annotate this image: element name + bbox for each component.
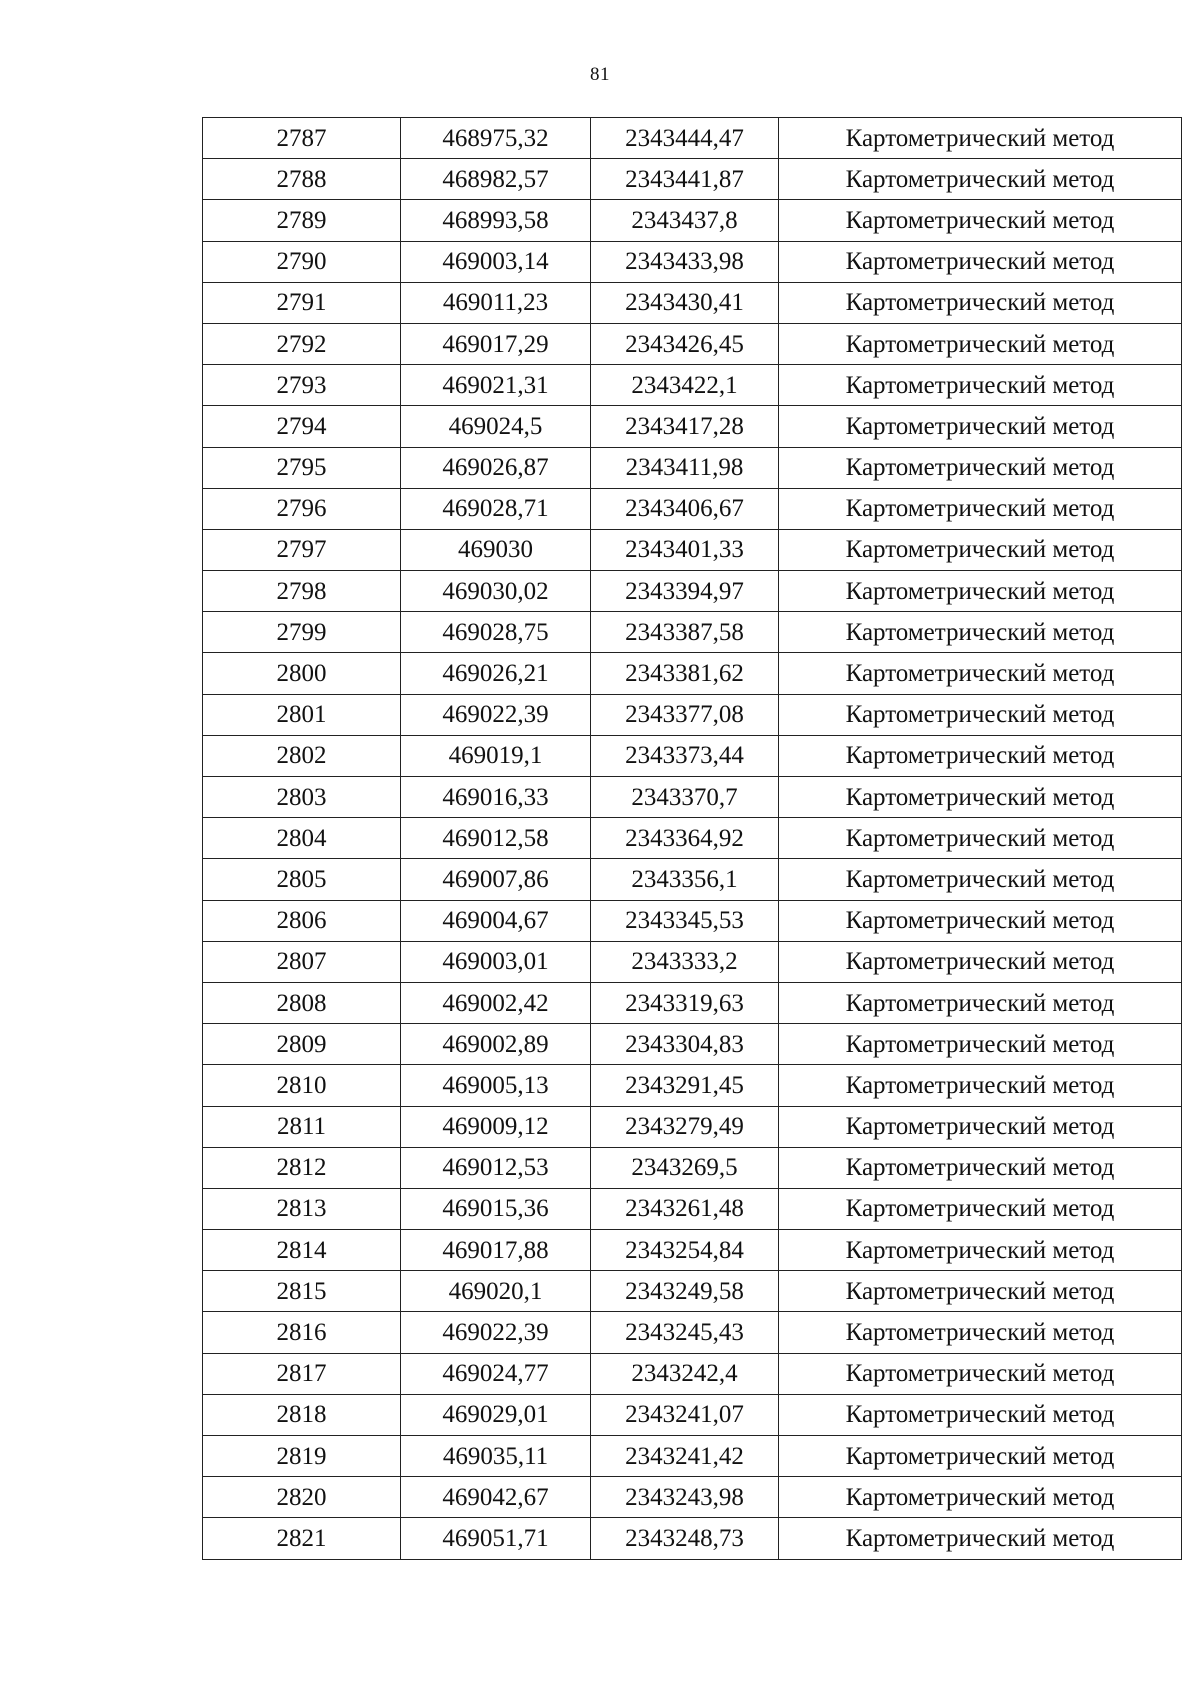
x-coordinate-cell: 469042,67 bbox=[401, 1477, 591, 1518]
x-coordinate-cell: 469016,33 bbox=[401, 777, 591, 818]
table-row bbox=[203, 653, 1182, 694]
table-row bbox=[203, 447, 1182, 488]
point-number-cell: 2790 bbox=[203, 241, 401, 282]
point-number-cell: 2808 bbox=[203, 982, 401, 1023]
x-coordinate-cell: 469007,86 bbox=[401, 859, 591, 900]
y-coordinate-cell: 2343417,28 bbox=[591, 406, 779, 447]
method-cell: Картометрический метод bbox=[779, 777, 1182, 818]
point-number-cell: 2795 bbox=[203, 447, 401, 488]
x-coordinate-cell: 469022,39 bbox=[401, 694, 591, 735]
x-coordinate-cell: 469004,67 bbox=[401, 900, 591, 941]
method-cell: Картометрический метод bbox=[779, 159, 1182, 200]
y-coordinate-cell: 2343426,45 bbox=[591, 323, 779, 364]
table-row bbox=[203, 1024, 1182, 1065]
x-coordinate-cell: 469011,23 bbox=[401, 282, 591, 323]
y-coordinate-cell: 2343373,44 bbox=[591, 735, 779, 776]
x-coordinate-cell: 469019,1 bbox=[401, 735, 591, 776]
y-coordinate-cell: 2343411,98 bbox=[591, 447, 779, 488]
x-coordinate-cell: 469026,21 bbox=[401, 653, 591, 694]
point-number-cell: 2793 bbox=[203, 365, 401, 406]
method-cell: Картометрический метод bbox=[779, 365, 1182, 406]
x-coordinate-cell: 468975,32 bbox=[401, 118, 591, 159]
point-number-cell: 2787 bbox=[203, 118, 401, 159]
x-coordinate-cell: 469024,77 bbox=[401, 1353, 591, 1394]
table-row bbox=[203, 406, 1182, 447]
y-coordinate-cell: 2343333,2 bbox=[591, 941, 779, 982]
x-coordinate-cell: 469035,11 bbox=[401, 1436, 591, 1477]
method-cell: Картометрический метод bbox=[779, 200, 1182, 241]
method-cell: Картометрический метод bbox=[779, 818, 1182, 859]
point-number-cell: 2800 bbox=[203, 653, 401, 694]
table-row bbox=[203, 1106, 1182, 1147]
y-coordinate-cell: 2343291,45 bbox=[591, 1065, 779, 1106]
table-row bbox=[203, 859, 1182, 900]
y-coordinate-cell: 2343241,07 bbox=[591, 1394, 779, 1435]
y-coordinate-cell: 2343364,92 bbox=[591, 818, 779, 859]
y-coordinate-cell: 2343319,63 bbox=[591, 982, 779, 1023]
table-row bbox=[203, 1477, 1182, 1518]
table-row bbox=[203, 571, 1182, 612]
point-number-cell: 2804 bbox=[203, 818, 401, 859]
table-row bbox=[203, 118, 1182, 159]
table-row bbox=[203, 488, 1182, 529]
y-coordinate-cell: 2343437,8 bbox=[591, 200, 779, 241]
point-number-cell: 2801 bbox=[203, 694, 401, 735]
y-coordinate-cell: 2343441,87 bbox=[591, 159, 779, 200]
x-coordinate-cell: 469003,14 bbox=[401, 241, 591, 282]
table-row bbox=[203, 1394, 1182, 1435]
method-cell: Картометрический метод bbox=[779, 1394, 1182, 1435]
table-row bbox=[203, 1230, 1182, 1271]
y-coordinate-cell: 2343422,1 bbox=[591, 365, 779, 406]
y-coordinate-cell: 2343304,83 bbox=[591, 1024, 779, 1065]
method-cell: Картометрический метод bbox=[779, 241, 1182, 282]
y-coordinate-cell: 2343370,7 bbox=[591, 777, 779, 818]
y-coordinate-cell: 2343248,73 bbox=[591, 1518, 779, 1559]
x-coordinate-cell: 469024,5 bbox=[401, 406, 591, 447]
method-cell: Картометрический метод bbox=[779, 612, 1182, 653]
table-row bbox=[203, 241, 1182, 282]
y-coordinate-cell: 2343249,58 bbox=[591, 1271, 779, 1312]
point-number-cell: 2803 bbox=[203, 777, 401, 818]
x-coordinate-cell: 469022,39 bbox=[401, 1312, 591, 1353]
method-cell: Картометрический метод bbox=[779, 1353, 1182, 1394]
point-number-cell: 2815 bbox=[203, 1271, 401, 1312]
y-coordinate-cell: 2343387,58 bbox=[591, 612, 779, 653]
y-coordinate-cell: 2343345,53 bbox=[591, 900, 779, 941]
coordinates-table-body bbox=[203, 118, 1182, 1560]
table-row bbox=[203, 1188, 1182, 1229]
x-coordinate-cell: 469015,36 bbox=[401, 1188, 591, 1229]
x-coordinate-cell: 469002,89 bbox=[401, 1024, 591, 1065]
method-cell: Картометрический метод bbox=[779, 118, 1182, 159]
point-number-cell: 2796 bbox=[203, 488, 401, 529]
method-cell: Картометрический метод bbox=[779, 1477, 1182, 1518]
table-row bbox=[203, 900, 1182, 941]
point-number-cell: 2788 bbox=[203, 159, 401, 200]
method-cell: Картометрический метод bbox=[779, 735, 1182, 776]
y-coordinate-cell: 2343254,84 bbox=[591, 1230, 779, 1271]
point-number-cell: 2819 bbox=[203, 1436, 401, 1477]
point-number-cell: 2809 bbox=[203, 1024, 401, 1065]
method-cell: Картометрический метод bbox=[779, 1271, 1182, 1312]
point-number-cell: 2792 bbox=[203, 323, 401, 364]
point-number-cell: 2810 bbox=[203, 1065, 401, 1106]
method-cell: Картометрический метод bbox=[779, 859, 1182, 900]
method-cell: Картометрический метод bbox=[779, 982, 1182, 1023]
table-row bbox=[203, 694, 1182, 735]
y-coordinate-cell: 2343377,08 bbox=[591, 694, 779, 735]
table-row bbox=[203, 1436, 1182, 1477]
x-coordinate-cell: 469017,29 bbox=[401, 323, 591, 364]
x-coordinate-cell: 469028,75 bbox=[401, 612, 591, 653]
point-number-cell: 2799 bbox=[203, 612, 401, 653]
point-number-cell: 2798 bbox=[203, 571, 401, 612]
table-row bbox=[203, 612, 1182, 653]
table-row bbox=[203, 1353, 1182, 1394]
x-coordinate-cell: 469009,12 bbox=[401, 1106, 591, 1147]
table-row bbox=[203, 1518, 1182, 1559]
method-cell: Картометрический метод bbox=[779, 282, 1182, 323]
method-cell: Картометрический метод bbox=[779, 1147, 1182, 1188]
x-coordinate-cell: 469021,31 bbox=[401, 365, 591, 406]
x-coordinate-cell: 469012,53 bbox=[401, 1147, 591, 1188]
x-coordinate-cell: 469017,88 bbox=[401, 1230, 591, 1271]
y-coordinate-cell: 2343406,67 bbox=[591, 488, 779, 529]
table-row bbox=[203, 941, 1182, 982]
table-row bbox=[203, 282, 1182, 323]
point-number-cell: 2821 bbox=[203, 1518, 401, 1559]
method-cell: Картометрический метод bbox=[779, 1024, 1182, 1065]
point-number-cell: 2818 bbox=[203, 1394, 401, 1435]
x-coordinate-cell: 469030 bbox=[401, 529, 591, 570]
method-cell: Картометрический метод bbox=[779, 1106, 1182, 1147]
method-cell: Картометрический метод bbox=[779, 1312, 1182, 1353]
point-number-cell: 2817 bbox=[203, 1353, 401, 1394]
table-row bbox=[203, 323, 1182, 364]
table-row bbox=[203, 1312, 1182, 1353]
y-coordinate-cell: 2343241,42 bbox=[591, 1436, 779, 1477]
y-coordinate-cell: 2343394,97 bbox=[591, 571, 779, 612]
x-coordinate-cell: 468982,57 bbox=[401, 159, 591, 200]
y-coordinate-cell: 2343381,62 bbox=[591, 653, 779, 694]
x-coordinate-cell: 469026,87 bbox=[401, 447, 591, 488]
method-cell: Картометрический метод bbox=[779, 529, 1182, 570]
point-number-cell: 2794 bbox=[203, 406, 401, 447]
point-number-cell: 2805 bbox=[203, 859, 401, 900]
y-coordinate-cell: 2343242,4 bbox=[591, 1353, 779, 1394]
method-cell: Картометрический метод bbox=[779, 406, 1182, 447]
table-row bbox=[203, 735, 1182, 776]
point-number-cell: 2813 bbox=[203, 1188, 401, 1229]
point-number-cell: 2791 bbox=[203, 282, 401, 323]
table-row bbox=[203, 1271, 1182, 1312]
y-coordinate-cell: 2343245,43 bbox=[591, 1312, 779, 1353]
table-row bbox=[203, 777, 1182, 818]
y-coordinate-cell: 2343444,47 bbox=[591, 118, 779, 159]
point-number-cell: 2814 bbox=[203, 1230, 401, 1271]
point-number-cell: 2806 bbox=[203, 900, 401, 941]
table-row bbox=[203, 200, 1182, 241]
table-row bbox=[203, 159, 1182, 200]
method-cell: Картометрический метод bbox=[779, 447, 1182, 488]
method-cell: Картометрический метод bbox=[779, 941, 1182, 982]
y-coordinate-cell: 2343279,49 bbox=[591, 1106, 779, 1147]
method-cell: Картометрический метод bbox=[779, 488, 1182, 529]
method-cell: Картометрический метод bbox=[779, 571, 1182, 612]
point-number-cell: 2797 bbox=[203, 529, 401, 570]
x-coordinate-cell: 469051,71 bbox=[401, 1518, 591, 1559]
method-cell: Картометрический метод bbox=[779, 1230, 1182, 1271]
coordinates-table bbox=[202, 117, 1182, 1560]
method-cell: Картометрический метод bbox=[779, 694, 1182, 735]
method-cell: Картометрический метод bbox=[779, 1188, 1182, 1229]
point-number-cell: 2820 bbox=[203, 1477, 401, 1518]
point-number-cell: 2789 bbox=[203, 200, 401, 241]
y-coordinate-cell: 2343243,98 bbox=[591, 1477, 779, 1518]
table-row bbox=[203, 529, 1182, 570]
method-cell: Картометрический метод bbox=[779, 1518, 1182, 1559]
point-number-cell: 2812 bbox=[203, 1147, 401, 1188]
table-row bbox=[203, 365, 1182, 406]
x-coordinate-cell: 469029,01 bbox=[401, 1394, 591, 1435]
y-coordinate-cell: 2343261,48 bbox=[591, 1188, 779, 1229]
x-coordinate-cell: 468993,58 bbox=[401, 200, 591, 241]
point-number-cell: 2802 bbox=[203, 735, 401, 776]
page-number: 81 bbox=[590, 64, 610, 85]
x-coordinate-cell: 469002,42 bbox=[401, 982, 591, 1023]
table-row bbox=[203, 818, 1182, 859]
table-row bbox=[203, 1065, 1182, 1106]
point-number-cell: 2811 bbox=[203, 1106, 401, 1147]
method-cell: Картометрический метод bbox=[779, 1436, 1182, 1477]
method-cell: Картометрический метод bbox=[779, 323, 1182, 364]
x-coordinate-cell: 469020,1 bbox=[401, 1271, 591, 1312]
table-row bbox=[203, 1147, 1182, 1188]
x-coordinate-cell: 469012,58 bbox=[401, 818, 591, 859]
x-coordinate-cell: 469028,71 bbox=[401, 488, 591, 529]
y-coordinate-cell: 2343269,5 bbox=[591, 1147, 779, 1188]
method-cell: Картометрический метод bbox=[779, 1065, 1182, 1106]
y-coordinate-cell: 2343430,41 bbox=[591, 282, 779, 323]
point-number-cell: 2816 bbox=[203, 1312, 401, 1353]
x-coordinate-cell: 469030,02 bbox=[401, 571, 591, 612]
x-coordinate-cell: 469005,13 bbox=[401, 1065, 591, 1106]
y-coordinate-cell: 2343433,98 bbox=[591, 241, 779, 282]
method-cell: Картометрический метод bbox=[779, 900, 1182, 941]
x-coordinate-cell: 469003,01 bbox=[401, 941, 591, 982]
table-row bbox=[203, 982, 1182, 1023]
y-coordinate-cell: 2343401,33 bbox=[591, 529, 779, 570]
point-number-cell: 2807 bbox=[203, 941, 401, 982]
method-cell: Картометрический метод bbox=[779, 653, 1182, 694]
y-coordinate-cell: 2343356,1 bbox=[591, 859, 779, 900]
